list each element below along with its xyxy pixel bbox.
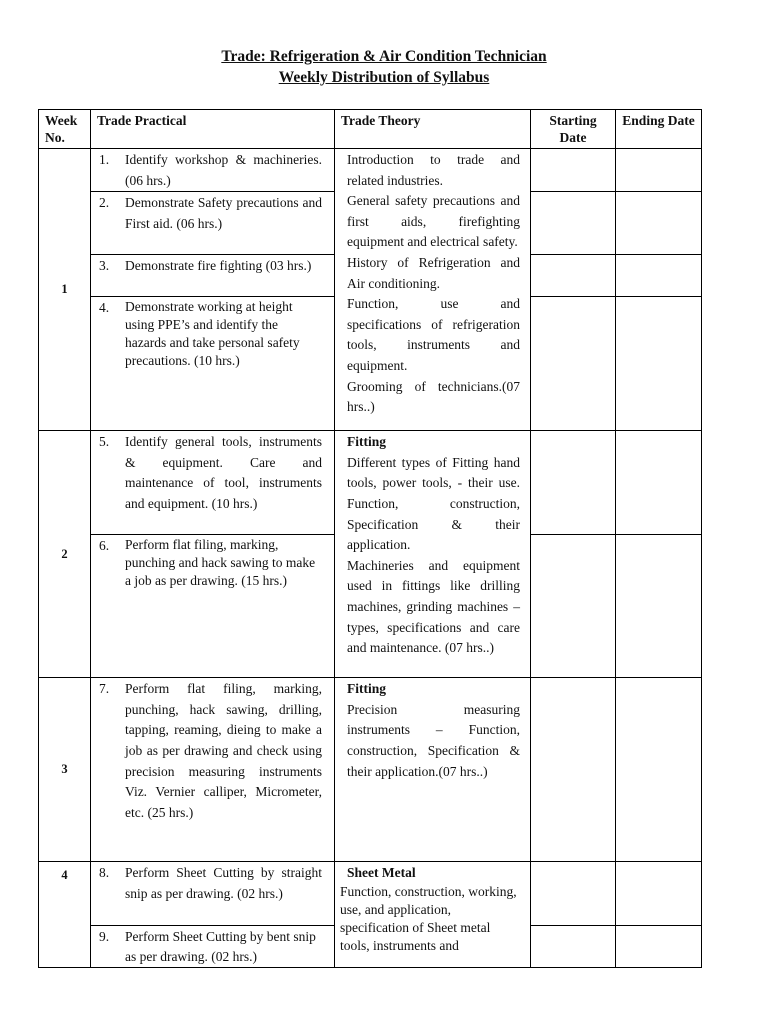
practical-number: 3. — [99, 258, 110, 274]
ending-date-cell — [616, 862, 702, 926]
theory-paragraph: Function, use and specifications of refrigeration tools, instruments and equipment. — [347, 296, 520, 373]
theory-paragraph: Different types of Fitting hand tools, power tools, - their use. Function, construction, Specification & their application. — [347, 454, 520, 553]
week-number-cell: 2 — [39, 431, 91, 678]
theory-cell — [335, 149, 531, 431]
practical-number: 2. — [99, 195, 110, 211]
practical-number: 6. — [99, 538, 110, 554]
practical-number: 8. — [99, 865, 110, 881]
starting-date-cell — [531, 149, 616, 192]
practical-text: Perform Sheet Cutting by bent snip as per drawing. (02 hrs.) — [125, 929, 316, 965]
theory-paragraph: History of Refrigeration and Air conditioning. — [347, 254, 520, 291]
theory-cell — [335, 678, 531, 862]
table-row — [39, 149, 702, 192]
practical-cell — [91, 149, 335, 192]
starting-date-cell — [531, 678, 616, 862]
theory-paragraph: Machineries and equipment used in fittings like drilling machines, grinding machines – types, specifications and care and maintenance. (07 hrs..) — [347, 557, 520, 656]
starting-date-cell — [531, 926, 616, 968]
starting-date-cell — [531, 535, 616, 678]
practical-text: Identify workshop & machineries. (06 hrs.) — [125, 152, 322, 188]
table-row — [39, 678, 702, 862]
practical-text: Demonstrate fire fighting (03 hrs.) — [125, 258, 312, 274]
syllabus-table — [38, 109, 702, 968]
practical-cell — [91, 926, 335, 968]
ending-date-cell — [616, 926, 702, 968]
week-number-cell: 4 — [39, 862, 91, 968]
theory-heading: Fitting — [347, 681, 386, 697]
starting-date-cell — [531, 431, 616, 535]
practical-cell — [91, 862, 335, 926]
practical-text: Perform flat filing, marking, punching and hack sawing to make a job as per drawing. (15 hrs.) — [125, 537, 316, 589]
document-title: Trade: Refrigeration & Air Condition Technician — [221, 48, 547, 65]
practical-cell — [91, 535, 335, 678]
practical-number: 5. — [99, 434, 110, 450]
header-ending-date: Ending Date — [616, 110, 702, 149]
theory-cell — [335, 431, 531, 678]
ending-date-cell — [616, 431, 702, 535]
practical-text: Perform Sheet Cutting by straight snip as per drawing. (02 hrs.) — [125, 865, 322, 901]
table-header-row — [39, 110, 702, 149]
ending-date-cell — [616, 535, 702, 678]
theory-paragraph: Precision measuring instruments – Function, construction, Specification & their application.(07 hrs..) — [347, 701, 520, 779]
practical-cell — [91, 192, 335, 255]
theory-heading: Sheet Metal — [347, 865, 416, 881]
theory-paragraph: Function, construction, working, use, and application, specification of Sheet metal tools, instruments and — [340, 884, 517, 954]
practical-cell — [91, 297, 335, 431]
ending-date-cell — [616, 678, 702, 862]
theory-paragraph: General safety precautions and first aids, firefighting equipment and electrical safety. — [347, 193, 520, 250]
header-trade-practical: Trade Practical — [91, 110, 335, 149]
practical-cell — [91, 678, 335, 862]
practical-number: 7. — [99, 681, 110, 697]
practical-text: Demonstrate working at height using PPE’s and identify the hazards and take personal safety precautions. (10 hrs.) — [125, 299, 300, 369]
header-trade-theory: Trade Theory — [335, 110, 531, 149]
week-number-cell: 3 — [39, 678, 91, 862]
practical-cell — [91, 431, 335, 535]
ending-date-cell — [616, 192, 702, 255]
theory-heading: Fitting — [347, 434, 386, 450]
header-starting-date: Starting Date — [531, 110, 616, 149]
starting-date-cell — [531, 862, 616, 926]
ending-date-cell — [616, 297, 702, 431]
practical-text: Identify general tools, instruments & equipment. Care and maintenance of tool, instruments and equipment. (10 hrs.) — [125, 434, 322, 511]
practical-number: 4. — [99, 300, 110, 316]
header-week-no: Week No. — [39, 110, 91, 149]
document-subtitle: Weekly Distribution of Syllabus — [278, 69, 490, 86]
starting-date-cell — [531, 255, 616, 297]
practical-text: Demonstrate Safety precautions and First aid. (06 hrs.) — [125, 195, 322, 231]
practical-number: 1. — [99, 152, 110, 167]
practical-text: Perform flat filing, marking, punching, hack sawing, drilling, tapping, reaming, dieing to make a job as per drawing and check using precision measuring instruments Viz. Vernier calliper, Micrometer, etc. (25 hrs.) — [125, 681, 322, 820]
theory-paragraph: Introduction to trade and related industries. — [347, 152, 520, 188]
ending-date-cell — [616, 255, 702, 297]
table-row — [39, 862, 702, 926]
table-row — [39, 431, 702, 535]
practical-number: 9. — [99, 929, 110, 945]
theory-paragraph: Grooming of technicians.(07 hrs..) — [347, 378, 520, 415]
ending-date-cell — [616, 149, 702, 192]
starting-date-cell — [531, 297, 616, 431]
theory-cell — [335, 862, 531, 968]
starting-date-cell — [531, 192, 616, 255]
practical-cell — [91, 255, 335, 297]
week-number-cell: 1 — [39, 149, 91, 431]
